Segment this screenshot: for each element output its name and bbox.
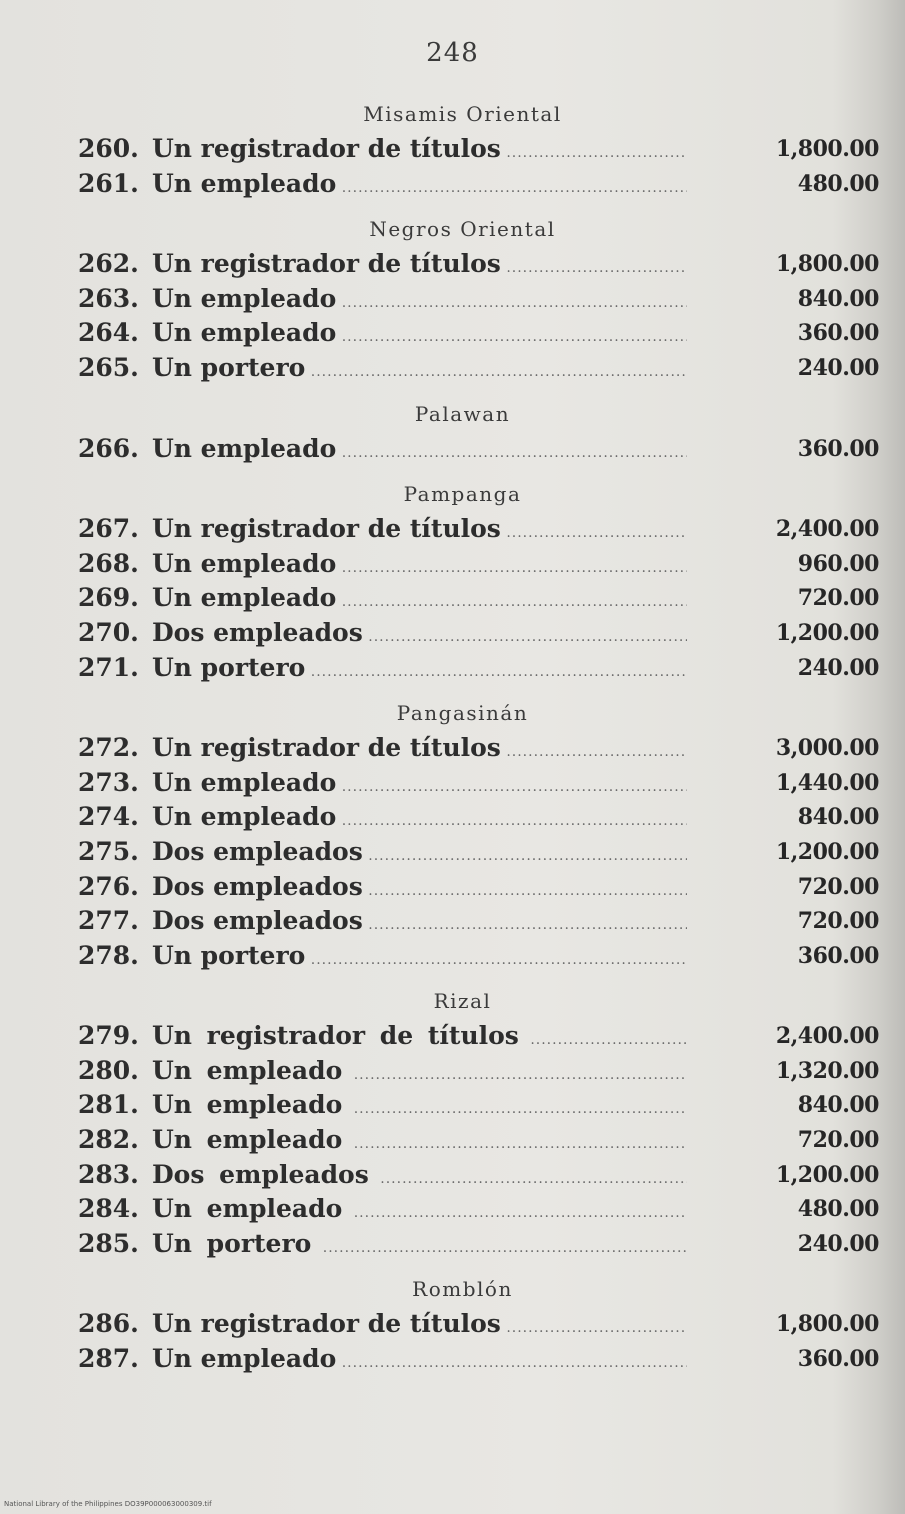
sections-container bbox=[0, 96, 905, 1387]
item-number: 271. bbox=[78, 652, 139, 682]
item-description: Un portero ..... bbox=[152, 351, 687, 390]
section-title: Negros Oriental bbox=[369, 217, 556, 242]
list-item bbox=[0, 282, 905, 317]
list-item bbox=[0, 432, 905, 467]
item-amount: 720.00 bbox=[797, 873, 879, 900]
item-description: Dos empleados ..... bbox=[152, 616, 687, 655]
item-description: Un empleado ..... bbox=[152, 316, 687, 355]
list-item bbox=[0, 1088, 905, 1123]
section-title: Pangasinán bbox=[396, 701, 529, 726]
item-description: Un empleado ..... bbox=[152, 766, 687, 805]
item-amount: 360.00 bbox=[797, 435, 879, 462]
item-description: Un empleado ..... bbox=[152, 547, 687, 586]
list-item bbox=[0, 1054, 905, 1089]
section bbox=[0, 695, 905, 973]
item-amount: 240.00 bbox=[797, 354, 879, 381]
item-number: 260. bbox=[78, 134, 139, 163]
page-number: 248 bbox=[426, 38, 479, 68]
item-description: Un empleado ..... bbox=[152, 581, 687, 620]
item-number: 273. bbox=[78, 767, 139, 797]
item-description: Un empleado ..... bbox=[152, 1342, 687, 1381]
list-item bbox=[0, 512, 905, 547]
item-number: 282. bbox=[78, 1125, 139, 1155]
list-item bbox=[0, 904, 905, 939]
section-title: Misamis Oriental bbox=[363, 102, 562, 126]
item-number: 277. bbox=[78, 906, 139, 936]
section bbox=[0, 476, 905, 685]
item-description: Un empleado ..... bbox=[152, 800, 687, 839]
item-description: Un empleado ..... bbox=[152, 167, 687, 206]
item-amount: 1,800.00 bbox=[775, 1311, 879, 1338]
item-amount: 840.00 bbox=[797, 1092, 879, 1119]
item-number: 278. bbox=[78, 940, 139, 970]
item-amount: 3,000.00 bbox=[775, 735, 879, 762]
item-amount: 720.00 bbox=[797, 1127, 879, 1154]
item-amount: 1,200.00 bbox=[775, 838, 879, 865]
item-description: Un registrador de títulos ..... bbox=[152, 731, 687, 770]
item-amount: 840.00 bbox=[797, 285, 879, 312]
section bbox=[0, 396, 905, 467]
item-amount: 1,800.00 bbox=[775, 136, 879, 162]
item-number: 263. bbox=[78, 283, 139, 313]
item-amount: 720.00 bbox=[797, 908, 879, 935]
item-amount: 1,200.00 bbox=[775, 619, 879, 646]
item-number: 281. bbox=[78, 1090, 139, 1120]
list-item bbox=[0, 581, 905, 616]
item-number: 261. bbox=[78, 168, 139, 198]
item-amount: 480.00 bbox=[797, 170, 879, 197]
item-number: 284. bbox=[78, 1194, 139, 1224]
item-description: Un empleado ..... bbox=[152, 432, 687, 471]
list-item bbox=[0, 766, 905, 801]
list-item bbox=[0, 167, 905, 202]
item-number: 269. bbox=[78, 583, 139, 613]
item-number: 276. bbox=[78, 871, 139, 901]
item-number: 268. bbox=[78, 548, 139, 578]
item-number: 274. bbox=[78, 802, 139, 832]
item-description: Un registrador de títulos ..... bbox=[152, 512, 687, 551]
section-title: Palawan bbox=[414, 401, 511, 426]
item-amount: 840.00 bbox=[797, 804, 879, 831]
section-title: Rizal bbox=[433, 989, 492, 1014]
list-item bbox=[0, 1307, 905, 1342]
item-amount: 1,800.00 bbox=[775, 251, 879, 278]
list-item bbox=[0, 132, 905, 167]
item-description: Dos empleados ..... bbox=[152, 1158, 687, 1197]
section-title: Romblón bbox=[412, 1277, 513, 1302]
item-description: Dos empleados ..... bbox=[152, 904, 687, 943]
list-item bbox=[0, 1123, 905, 1158]
item-description: Un empleado ..... bbox=[152, 1088, 687, 1127]
section-title: Pampanga bbox=[403, 482, 522, 507]
item-number: 262. bbox=[78, 249, 139, 279]
item-amount: 2,400.00 bbox=[775, 1023, 879, 1050]
item-description: Un empleado ..... bbox=[152, 282, 687, 321]
item-number: 287. bbox=[78, 1344, 139, 1374]
item-number: 270. bbox=[78, 617, 139, 647]
item-number: 266. bbox=[78, 433, 139, 463]
list-item bbox=[0, 651, 905, 686]
item-description: Dos empleados ..... bbox=[152, 870, 687, 909]
list-item bbox=[0, 800, 905, 835]
item-number: 275. bbox=[78, 836, 139, 866]
list-item bbox=[0, 835, 905, 870]
item-amount: 480.00 bbox=[797, 1196, 879, 1223]
item-amount: 1,200.00 bbox=[775, 1161, 879, 1188]
section bbox=[0, 211, 905, 385]
item-description: Un portero ..... bbox=[152, 651, 687, 690]
item-amount: 360.00 bbox=[797, 1346, 879, 1373]
list-item bbox=[0, 351, 905, 386]
item-description: Un empleado ..... bbox=[152, 1123, 687, 1162]
item-number: 283. bbox=[78, 1159, 139, 1189]
list-item bbox=[0, 870, 905, 905]
list-item bbox=[0, 1227, 905, 1262]
item-amount: 240.00 bbox=[797, 654, 879, 681]
list-item bbox=[0, 616, 905, 651]
list-item bbox=[0, 547, 905, 582]
item-description: Un registrador de títulos ..... bbox=[152, 132, 687, 171]
item-number: 264. bbox=[78, 318, 139, 348]
item-amount: 720.00 bbox=[797, 585, 879, 612]
list-item bbox=[0, 1158, 905, 1193]
item-description: Un registrador de títulos ..... bbox=[152, 1019, 687, 1058]
list-item bbox=[0, 1342, 905, 1377]
item-amount: 2,400.00 bbox=[775, 516, 879, 543]
item-description: Un empleado ..... bbox=[152, 1054, 687, 1093]
footer-caption: National Library of the Philippines DO39P000063000309.tif bbox=[4, 1500, 212, 1508]
list-item bbox=[0, 731, 905, 766]
item-description: Un portero ..... bbox=[152, 939, 687, 978]
list-item bbox=[0, 1192, 905, 1227]
list-item bbox=[0, 1019, 905, 1054]
item-number: 286. bbox=[78, 1309, 139, 1339]
item-number: 285. bbox=[78, 1228, 139, 1258]
item-amount: 1,440.00 bbox=[775, 769, 879, 796]
item-description: Dos empleados ..... bbox=[152, 835, 687, 874]
item-number: 267. bbox=[78, 514, 139, 544]
item-amount: 960.00 bbox=[797, 550, 879, 577]
list-item bbox=[0, 247, 905, 282]
list-item bbox=[0, 316, 905, 351]
item-amount: 240.00 bbox=[797, 1230, 879, 1257]
section bbox=[0, 96, 905, 201]
item-description: Un empleado ..... bbox=[152, 1192, 687, 1231]
item-description: Un registrador de títulos ..... bbox=[152, 247, 687, 286]
item-number: 279. bbox=[78, 1021, 139, 1051]
item-number: 280. bbox=[78, 1055, 139, 1085]
section bbox=[0, 983, 905, 1261]
item-number: 265. bbox=[78, 352, 139, 382]
list-item bbox=[0, 939, 905, 974]
item-description: Un registrador de títulos ..... bbox=[152, 1307, 687, 1346]
item-number: 272. bbox=[78, 733, 139, 763]
item-amount: 360.00 bbox=[797, 942, 879, 969]
item-description: Un portero ..... bbox=[152, 1227, 687, 1266]
section bbox=[0, 1271, 905, 1376]
item-amount: 1,320.00 bbox=[775, 1057, 879, 1084]
item-amount: 360.00 bbox=[797, 320, 879, 347]
